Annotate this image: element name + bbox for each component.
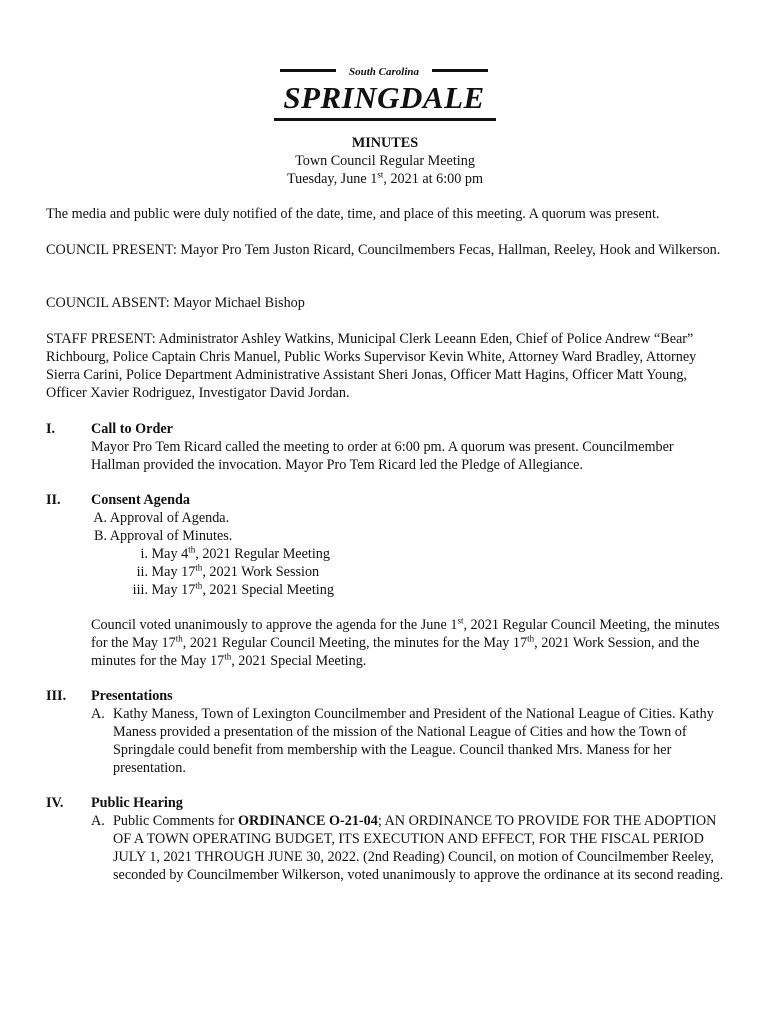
section-2-item-b: B. Approval of Minutes.: [93, 528, 233, 544]
letterhead-top: [280, 64, 488, 80]
section-4-number: IV.: [46, 795, 64, 811]
section-1-number: I.: [46, 421, 56, 437]
ordinance-number: ORDINANCE O-21-04: [237, 813, 378, 829]
section-4-title: Public Hearing: [91, 795, 183, 811]
letterhead-bottom-rule: [274, 118, 496, 121]
section-2-title: Consent Agenda: [91, 492, 190, 508]
meeting-type: Town Council Regular Meeting: [295, 153, 475, 169]
section-2-sub-iii: iii. May 17th, 2021 Special Meeting: [132, 580, 334, 598]
letterhead-right-rule: [432, 69, 488, 72]
letterhead-town: SPRINGDALE: [283, 80, 485, 115]
section-3-number: III.: [46, 688, 67, 704]
staff-present-paragraph: STAFF PRESENT: Administrator Ashley Watkins, Municipal Clerk Leeann Eden, Chief of Police Andrew “Bear” Richbourg, Police Captain Chris Manuel, Public Works Supervisor Kevin White, Attorney Ward Bradley, Attorney Sierra Carini, Police Department Administrative Assistant Sheri Jonas, Officer Matt Hagins, Officer Matt Young, Officer Xavier Rodriguez, Investigator David Jordan.: [46, 331, 697, 401]
meeting-date: Tuesday, June 1st, 2021 at 6:00 pm: [286, 169, 484, 187]
council-absent-paragraph: COUNCIL ABSENT: Mayor Michael Bishop: [46, 295, 305, 311]
section-2-sub-ii: ii. May 17th, 2021 Work Session: [136, 562, 320, 580]
council-present-paragraph: COUNCIL PRESENT: Mayor Pro Tem Juston Ricard, Councilmembers Fecas, Hallman, Reeley, Hook and Wilkerson.: [46, 242, 721, 258]
notice-paragraph: The media and public were duly notified of the date, time, and place of this meeting. A quorum was present.: [46, 206, 660, 222]
section-1-title: Call to Order: [91, 421, 173, 437]
document-title: MINUTES: [351, 135, 419, 151]
section-3-item-a: A. Kathy Maness, Town of Lexington Councilmember and President of the National League of Cities. Kathy Maness provided a presentation of the mission of the National League of Cities and how the Town of Springdale could benefit from membership with the League. Council thanked Mrs. Maness for her presentation.: [91, 706, 714, 776]
section-2-item-a: A. Approval of Agenda.: [93, 510, 230, 526]
section-3-title: Presentations: [91, 688, 173, 704]
section-4-item-a: A. Public Comments for ORDINANCE O-21-04; AN ORDINANCE TO PROVIDE FOR THE ADOPTION OF A TOWN OPERATING BUDGET, ITS EXECUTION AND EFFECT, FOR THE FISCAL PERIOD JULY 1, 2021 THROUGH JUNE 30, 2022. (2nd Reading) Council, on motion of Councilmember Reeley, seconded by Councilmember Wilkerson, voted unanimously to approve the ordinance at its second reading.: [91, 813, 724, 883]
section-2-number: II.: [46, 492, 61, 508]
section-2-sub-i: i. May 4th, 2021 Regular Meeting: [140, 544, 330, 562]
letterhead-state: South Carolina: [348, 66, 419, 78]
section-1-text: Mayor Pro Tem Ricard called the meeting to order at 6:00 pm. A quorum was present. Councilmember Hallman provided the invocation. Mayor Pro Tem Ricard led the Pledge of Allegiance.: [91, 439, 674, 473]
section-2-vote-text: Council voted unanimously to approve the agenda for the June 1st, 2021 Regular Council Meeting, the minutes for the May 17th, 2021 Regular Council Meeting, the minutes for the May 17th, 2021 Work Session, and the minutes for the May 17th, 2021 Special Meeting.: [91, 615, 720, 669]
